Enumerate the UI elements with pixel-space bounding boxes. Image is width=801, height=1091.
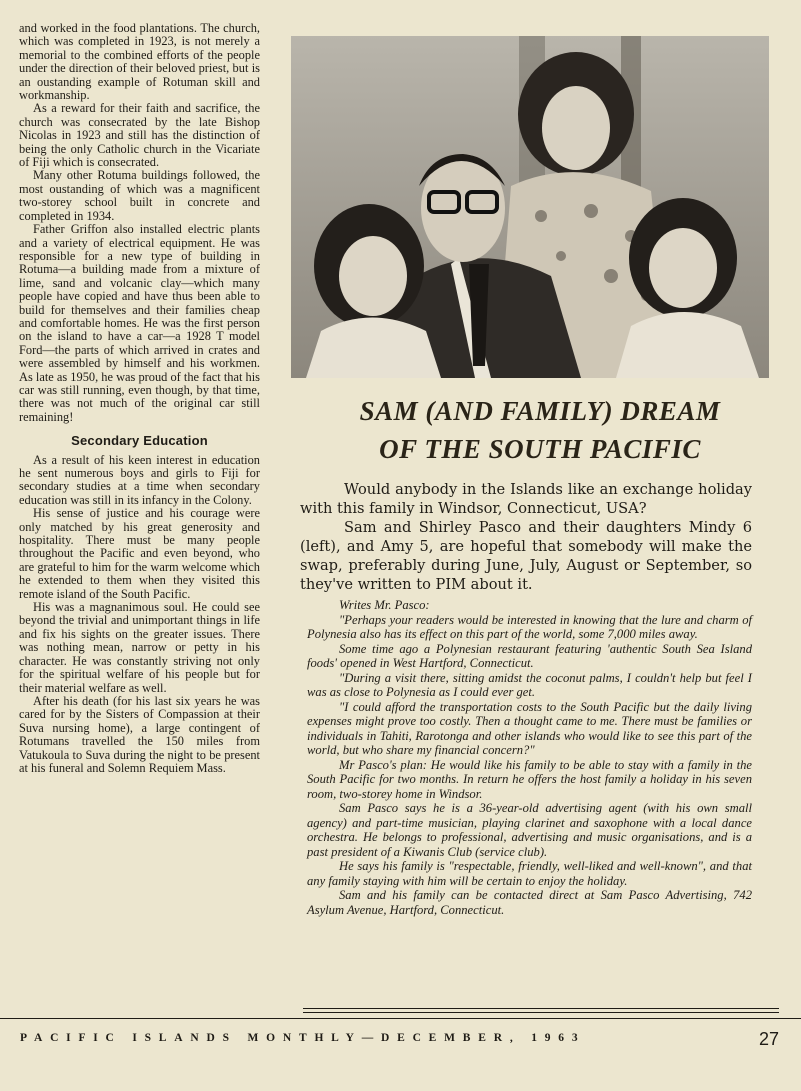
intro-paragraph: Sam and Shirley Pasco and their daughters Mindy 6 (left), and Amy 5, are hopeful that somebody will make the swap, preferably during June, July, August or September, so they've written to PIM about it.	[300, 519, 752, 593]
letter-paragraph: Some time ago a Polynesian restaurant featuring 'authentic South Sea Island foods' opened in West Hartford, Connecticut.	[307, 641, 752, 670]
left-paragraph: As a reward for their faith and sacrifice, the church was consecrated by the late Bishop Nicolas in 1923 and still has the distinction of being the only Catholic church in the Vicariate of Fiji which is consecrated.	[19, 101, 260, 170]
letter-paragraph: "During a visit there, sitting amidst the coconut palms, I couldn't help but feel I was as close to Polynesia as I could ever get.	[307, 670, 752, 699]
intro-paragraph: Would anybody in the Islands like an exchange holiday with this family in Windsor, Connecticut, USA?	[300, 481, 752, 517]
headline-line-2: OF THE SOUTH PACIFIC	[379, 434, 701, 464]
left-paragraph: His sense of justice and his courage were only matched by his great generosity and hospitality. There must be many people throughout the Pacific and even beyond, who are grateful to him for the warm welcome which he extended to them when they visited this remote island of the South Pacific.	[19, 506, 260, 601]
letter-paragraph: Mr Pasco's plan: He would like his family to be able to stay with a family in the South Pacific for two months. In return he offers the host family a holiday in his seven room, two-storey home in Windsor.	[307, 757, 752, 801]
letter-paragraph: Sam and his family can be contacted direct at Sam Pasco Advertising, 742 Asylum Avenue, Hartford, Connecticut.	[307, 888, 752, 917]
letter-paragraph: Writes Mr. Pasco:	[339, 598, 430, 612]
headline-line-1: SAM (AND FAMILY) DREAM	[359, 396, 721, 426]
page-number: 27	[758, 1029, 779, 1049]
article-end-rule	[303, 1008, 779, 1009]
letter-paragraph: He says his family is "respectable, friendly, well-liked and well-known", and that any family staying with him will be certain to enjoy the holiday.	[307, 859, 752, 888]
footer-publication-line: PACIFIC ISLANDS MONTHLY—DECEMBER, 1963	[20, 1032, 586, 1044]
letter-paragraph: "I could afford the transportation costs to the South Pacific but the daily living expenses might prove too costly. Then a thought came to me. There must be families or individuals in Tahiti, Rarotonga and other islands who would like to see this part of the world, but who share my financial concern?"	[307, 699, 752, 757]
letter-text	[307, 598, 752, 917]
left-paragraph: Father Griffon also installed electric plants and a variety of electrical equipment. He was responsible for a new type of building in Rotuma—a building made from a mixture of lime, sand and volcanic clay—which many people have copied and have thus been able to build for themselves and their families cheap and comfortable homes. He was the first person on the island to have a car—a 1928 T model Ford—the parts of which arrived in crates and were assembled by himself and his workmen. As late as 1950, he was proud of the fact that his car was still running, even though, by that time, there was not much of the original car still remaining!	[19, 222, 260, 424]
letter-paragraph: Sam Pasco says he is a 36-year-old advertising agent (with his own small agency) and part-time musician, playing clarinet and saxophone with a local dance orchestra. He belongs to professional, advertising and music organisations, and is a past president of a Kiwanis Club (service club).	[307, 801, 752, 859]
article-headline	[300, 392, 780, 468]
article-end-rule-second	[303, 1012, 779, 1013]
left-paragraph: Many other Rotuma buildings followed, the most oustanding of which was a magnificent two-storey school built in concrete and completed in 1934.	[19, 168, 260, 223]
section-subheading: Secondary Education	[71, 433, 208, 449]
left-paragraph: and worked in the food plantations. The church, which was completed in 1923, is not merely a memorial to the combined efforts of the people under the direction of their beloved priest, but is an oustanding example of Rotuman skill and workmanship.	[19, 21, 260, 103]
letter-paragraph: "Perhaps your readers would be interested in knowing that the lure and charm of Polynesia also has its effect on this part of the world, some 7,000 miles away.	[307, 612, 752, 641]
left-paragraph: After his death (for his last six years he was cared for by the Sisters of Compassion at their Suva nursing home), a large contingent of Rotumans travelled the 150 miles from Vatukoula to Suva during the night to be present at his funeral and Solemn Requiem Mass.	[19, 693, 260, 775]
article-intro	[300, 480, 752, 594]
left-paragraph: As a result of his keen interest in education he sent numerous boys and girls to Fiji for secondary studies at a time when secondary education was still in its infancy in the Colony.	[19, 452, 260, 507]
left-paragraph: His was a magnanimous soul. He could see beyond the trivial and unimportant things in life and fix his sights on the greater issues. There was nothing mean, narrow or petty in his character. He was constantly striving not only for the spiritual welfare of his people but for their material welfare as well.	[19, 600, 260, 695]
left-column-article	[19, 22, 260, 775]
family-photo-illustration	[291, 36, 769, 378]
family-photo	[291, 36, 769, 378]
footer-rule	[0, 1018, 801, 1019]
